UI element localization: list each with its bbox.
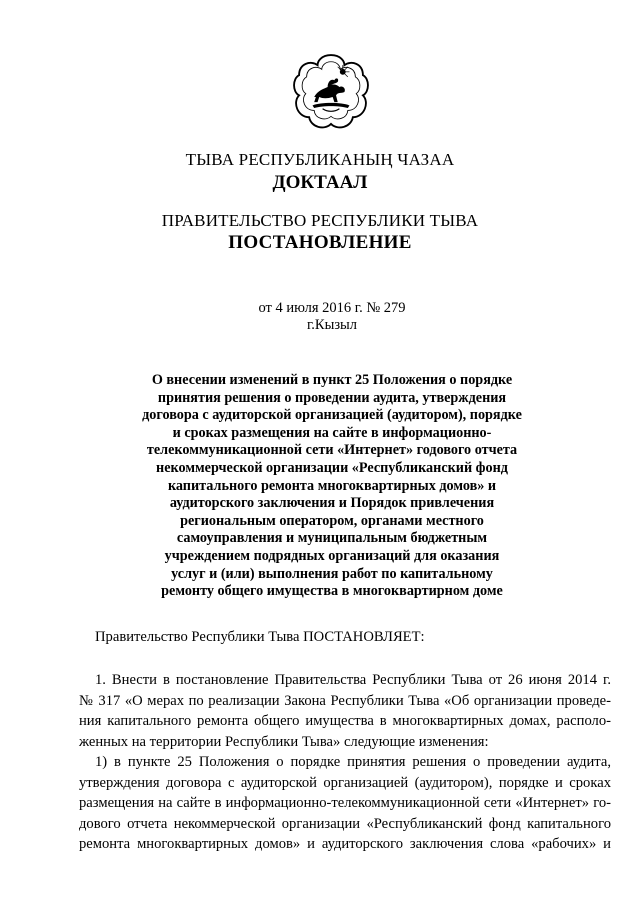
title-line: О внесении изменений в пункт 25 Положения о порядке [151,372,513,388]
title-line: региональным оператором, органами местного [180,512,484,529]
paragraph-line: размещения на сайте в информационно-телекоммуникационной сети «Интернет» го- [79,795,611,812]
title-line: принятия решения о проведении аудита, утверждения [157,389,507,406]
paragraph-line: 1) в пункте 25 Положения о порядке принятия решения о проведении аудита, [95,754,611,770]
paragraph-line: дового отчета некоммерческой организации «Республиканский фонд капитального [79,815,611,832]
tuvan-government-heading: ТЫВА РЕСПУБЛИКАНЫҢ ЧАЗАА [185,150,455,169]
paragraph-line: 1. Внести в постановление Правительства Республики Тыва от 26 июня 2014 г. [95,672,611,688]
title-line: некоммерческой организации «Республиканский фонд [156,459,508,476]
paragraph-line: ния капитального ремонта общего имущества в многоквартирных домах, располо- [79,713,611,730]
tuvan-doc-type: ДОКТААЛ [272,172,368,193]
title-line: аудиторского заключения и Порядок привлечения [169,495,495,512]
russian-doc-type: ПОСТАНОВЛЕНИЕ [228,232,412,253]
title-line: капитального ремонта многоквартирных домов» и [167,477,497,494]
title-line: услуг и (или) выполнения работ по капитальному [171,565,493,582]
paragraph-line: женных на территории Республики Тыва» следующие изменения: [79,733,489,750]
title-line: ремонту общего имущества в многоквартирном доме [161,583,503,600]
paragraph-line: ремонта многоквартирных домов» и аудиторского заключения слова «рабочих» и [79,836,611,853]
title-line: самоуправления и муниципальным бюджетным [176,530,488,547]
document-title [118,372,546,601]
paragraph-2 [79,752,611,855]
paragraph-line: № 317 «О мерах по реализации Закона Республики Тыва «Об организации проведе- [79,692,611,709]
title-line: учреждением подрядных организаций для оказания [164,547,500,564]
russian-government-heading: ПРАВИТЕЛЬСТВО РЕСПУБЛИКИ ТЫВА [161,211,479,230]
title-line: телекоммуникационной сети «Интернет» годового отчета [146,442,518,459]
document-date-number: от 4 июля 2016 г. № 279 [258,300,406,316]
document-city: г.Кызыл [306,317,358,333]
tuva-emblem-icon [289,50,373,134]
title-line: договора с аудиторской организацией (аудитором), порядке [142,407,522,424]
paragraph-1 [79,670,611,752]
title-line: и сроках размещения на сайте в информационно- [172,424,492,441]
resolution-statement: Правительство Республики Тыва ПОСТАНОВЛЯЕТ: [95,629,425,645]
paragraph-line: утверждения договора с аудиторской организацией (аудитором), порядке и сроках [79,774,611,791]
